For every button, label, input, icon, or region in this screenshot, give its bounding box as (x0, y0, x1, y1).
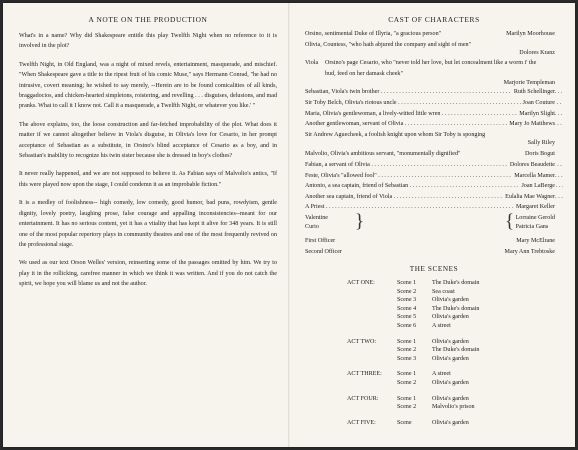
scene-number: Scene 1 (397, 395, 417, 402)
note-paragraph: The above explains, too, the loose construction and far-fetched improbability of the plot. What does it matter if we cannot altogether believe in Viola's disguise, in Olivia's love for Cesario, in her prompt acceptance of Sebastian as a substitute, in Orsino's blind acceptance of Cesario as a boy, and in Sebastian's inability to recognize his twin sister because she is dressed in boy's clothes? (19, 121, 277, 160)
scene-number: Scene 2 (397, 288, 417, 295)
cast-role: Fabian, a servant of Olivia . . . (305, 162, 563, 168)
cast-role: Malvolio, Olivia's ambitious servant, "monumentally dignified" (305, 151, 461, 158)
cast-pair (305, 210, 563, 236)
scene-place: A street (432, 371, 451, 378)
cast-row (305, 130, 563, 147)
cast-row (305, 192, 563, 203)
act-block (305, 279, 563, 331)
scene-number: Scene 4 (397, 305, 417, 312)
cast-row (305, 160, 563, 171)
cast-row (305, 247, 563, 258)
scene-line (397, 279, 563, 288)
scenes-title: THE SCENES (409, 265, 459, 274)
scene-number: Scene 2 (397, 347, 417, 354)
production-note-title: A NOTE ON THE PRODUCTION (88, 15, 208, 24)
cast-role: Second Officer (305, 248, 342, 255)
act-block (305, 419, 563, 428)
note-paragraph: It never really happened, and we are not supposed to believe it. As Fabian says of Malvolio's antics, "If this were played now upon the stage, I could condemn it as an improbable fiction." (19, 171, 277, 188)
scene-place: The Duke's domain (432, 305, 480, 312)
pair-roles (305, 214, 328, 233)
cast-actor: Doris Bogut (523, 149, 555, 160)
scene-number: Scene 6 (397, 323, 417, 330)
scene-line (397, 355, 563, 364)
cast-actor: Mary McElrane (514, 236, 555, 247)
scene-number: Scene 1 (397, 280, 417, 287)
scene-line (397, 379, 563, 388)
cast-row (305, 98, 563, 109)
scene-line (397, 419, 563, 428)
scene-line (397, 305, 563, 314)
cast-actor: Ruth Schellinger (512, 87, 555, 98)
cast-row (305, 29, 563, 40)
cast-actor: Patricia Gans (515, 224, 549, 231)
cast-actor: Marcella Mamer (512, 171, 555, 182)
scene-number: Scene 3 (397, 297, 417, 304)
cast-actor: Joan LaBerge (519, 181, 555, 192)
scene-number: Scene (397, 419, 412, 426)
scene-number: Scene 2 (397, 404, 417, 411)
scene-place: A street (432, 323, 451, 330)
pair-actors (516, 214, 555, 233)
scene-number: Scene 1 (397, 338, 417, 345)
scene-place: The Duke's domain (432, 280, 480, 287)
act-block (305, 395, 563, 412)
cast-actor: Eulalia Mae Wagner (503, 192, 555, 203)
cast-actor: Mary Ann Trebtoske (503, 247, 555, 258)
cast-actor: Margaret Keller (514, 202, 555, 213)
cast-role: Curio (305, 224, 319, 231)
scene-place: Olivia's garden (432, 395, 469, 402)
cast-actor: Mary Jo Matthews (507, 119, 555, 130)
left-page (3, 3, 289, 447)
program-spread (3, 3, 575, 447)
cast-row (305, 149, 563, 160)
scene-line (397, 395, 563, 404)
act-label: ACT FIVE: (347, 419, 376, 426)
scene-line (397, 322, 563, 331)
scene-place: The Duke's domain (432, 347, 480, 354)
cast-actor: Marjorie Templeman (503, 80, 555, 87)
cast-role: Sir Toby Belch, Olivia's riotous uncle . . . (305, 100, 563, 106)
brace-mark: { (505, 210, 515, 232)
cast-actor: Joan Couture (521, 98, 555, 109)
right-page (291, 3, 575, 447)
note-paragraph: It is a medley of foolishness-- high comedy, low comedy, good humor, bad puns, rowdyism, gentle dignity, lovely poetry, laughing prose, false courage and appalling inconsistencies--meant for our entertainment. It has no serious content, yet it has a vitality that has kept it alive for 348 years. It is still one of the most popular repertory plays in community theatres and one of the most frequently revived on the professional stage. (19, 200, 277, 248)
act-scenes (397, 338, 563, 364)
scene-place: Olivia's garden (432, 355, 469, 362)
cast-role: Orsino's page Cesario, who "never told her love, but let concealment like a worm i' the bud, feed on her damask cheek" (325, 60, 537, 77)
cast-row (305, 109, 563, 120)
scene-number: Scene 2 (397, 380, 417, 387)
cast-role: Antonio, a sea captain, friend of Sebastian . . . (305, 183, 563, 189)
cast-role: Another gentlewoman, servant of Olivia . . . (305, 121, 563, 127)
scene-number: Scene 3 (397, 355, 417, 362)
cast-actor: Dolores Kranz (519, 50, 555, 57)
scene-line (397, 370, 563, 379)
cast-role: Sebastian, Viola's twin brother . . . (305, 89, 563, 95)
cast-title: CAST OF CHARACTERS (388, 15, 480, 24)
cast-row (305, 87, 563, 98)
cast-row (305, 58, 563, 87)
scene-place: Sea coast (432, 288, 455, 295)
act-label: ACT THREE: (347, 371, 382, 378)
scene-number: Scene 1 (397, 371, 417, 378)
scene-place: Olivia's garden (432, 297, 469, 304)
cast-role: Maria, Olivia's gentlewoman, a lively-witted little wren . . . (305, 111, 563, 117)
note-paragraph: What's in a name? Why did Shakespeare entitle this play Twelfth Night when no reference to it is involved in the plot? (19, 33, 277, 50)
note-paragraph: We used as our text Orson Welles' version, reinserting some of the passages omitted by him. We try to play it in the rollicking, carefree manner in which we think it was written. And if you do not catch the spirit, we hope you will blame us and not the author. (19, 260, 277, 288)
cast-row (305, 202, 563, 213)
cast-role: Feste, Olivia's "allowed fool" . . . (305, 173, 563, 179)
act-scenes (397, 279, 563, 331)
cast-row (305, 171, 563, 182)
cast-role: First Officer (305, 237, 336, 244)
cast-actor: Sally Riley (527, 140, 555, 147)
cast-row (305, 40, 563, 57)
scene-line (397, 403, 563, 412)
scene-place: Olivia's garden (432, 380, 469, 387)
act-label: ACT ONE: (347, 280, 375, 287)
scenes-list (305, 279, 563, 427)
cast-row (305, 181, 563, 192)
act-scenes (397, 395, 563, 412)
brace-mark: } (355, 210, 365, 232)
cast-actor: Marilyn Slight (517, 109, 555, 120)
cast-row (305, 236, 563, 247)
scene-place: Olivia's garden (432, 314, 469, 321)
act-label: ACT TWO: (347, 338, 377, 345)
cast-role: A Priest . . . (305, 204, 526, 210)
cast-list (305, 29, 563, 257)
scene-line (397, 288, 563, 297)
scene-place: Malvolio's prison (432, 404, 475, 411)
scene-line (397, 346, 563, 355)
act-block (305, 370, 563, 387)
act-scenes (397, 419, 563, 428)
cast-role: Valentine (305, 214, 329, 221)
act-label: ACT FOUR: (347, 395, 379, 402)
cast-role-label: Viola (305, 60, 319, 67)
cast-role: Olivia, Countess, "who hath abjured the company and sight of men" (305, 41, 472, 48)
act-scenes (397, 370, 563, 387)
act-block (305, 338, 563, 364)
note-paragraph: Twelfth Night, in Old England, was a night of mixed revels, entertainment, masquerade, and mischief. "When Shakespeare gave a title to the ripest fruit of his comic Muse," says Hermann Conrad, "he had no intrusive, covert meaning; he wished to say merely, --Herein are to be found comicalities of all kinds, braggadocios, and chicken-hearted simpletons, roistering, and revelling . . . disguises, delusions, and mad pranks. What to call it I know not. Call it a masquerade, a Twelfth Night, or whatever you like.' " (19, 61, 277, 110)
cast-role: Orsino, sentimental Duke of Illyria, "a gracious person" (305, 31, 442, 37)
cast-role: Sir Andrew Aguecheek, a foolish knight upon whom Sir Toby is sponging (305, 131, 486, 138)
cast-role: Another sea captain, friend of Viola . . . (305, 194, 563, 200)
scene-line (397, 338, 563, 347)
scene-place: Olivia's garden (432, 338, 469, 345)
scene-line (397, 296, 563, 305)
cast-actor: Dolores Beaudette (508, 160, 555, 171)
cast-actor: Lorraine Gerold (515, 214, 555, 221)
cast-actor: Marilyn Moorhouse (504, 29, 555, 40)
scene-line (397, 313, 563, 322)
scene-number: Scene 5 (397, 314, 417, 321)
cast-row (305, 119, 563, 130)
scene-place: Olivia's garden (432, 419, 469, 426)
